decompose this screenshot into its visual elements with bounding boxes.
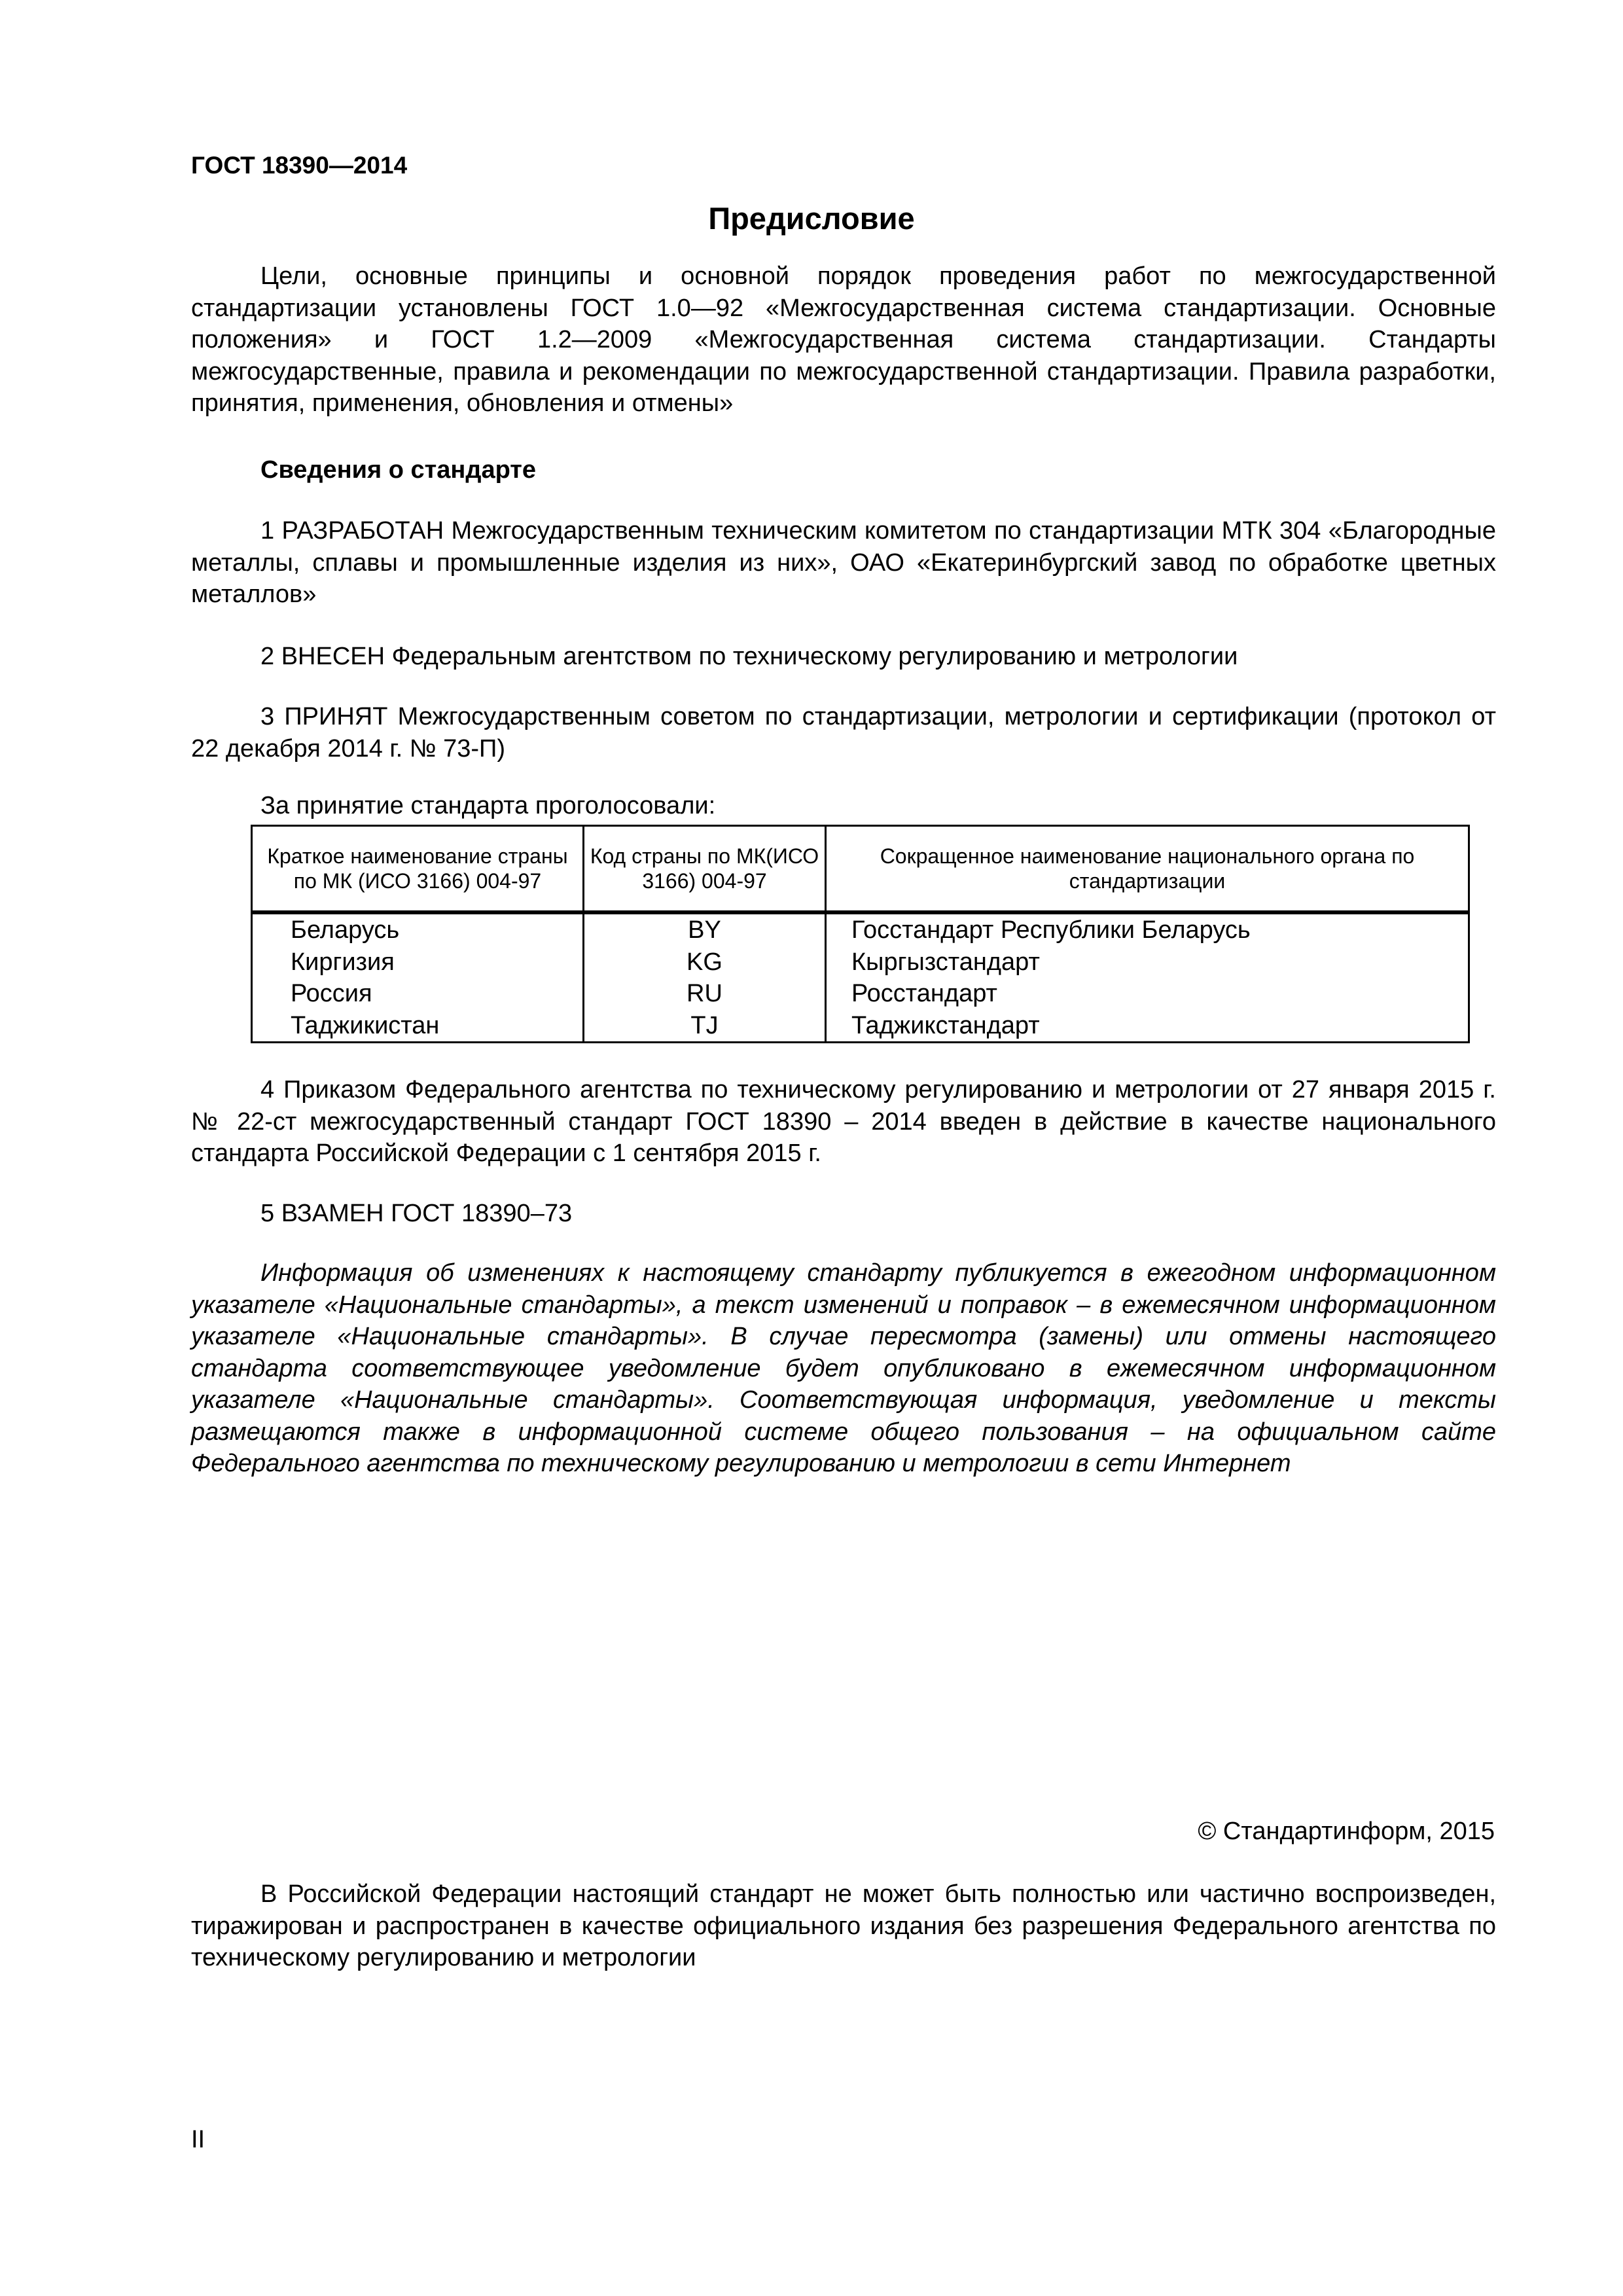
restriction-paragraph: В Российской Федерации настоящий стандарт не может быть полностью или частично воспроизведен, тиражирован и распространен в качестве официального издания без разрешения Федерального агентства по техническому регулированию и метрологии	[191, 1880, 1496, 1971]
item-order: 4 Приказом Федерального агентства по техническому регулированию и метрологии от 27 января 2015 г. № 22-ст межгосударственный стандарт ГОСТ 18390 – 2014 введен в действие в качестве национального стандарта Российской Федерации с 1 сентября 2015 г.	[191, 1076, 1496, 1167]
body-cell: Кыргызстандарт	[826, 946, 1469, 978]
item-developed: 1 РАЗРАБОТАН Межгосударственным техническим комитетом по стандартизации МТК 304 «Благородные металлы, сплавы и промышленные изделия из них», ОАО «Екатеринбургский завод по обработке цветных металлов»	[191, 517, 1496, 608]
item-adopted: 3 ПРИНЯТ Межгосударственным советом по стандартизации, метрологии и сертификации (протокол от 22 декабря 2014 г. № 73-П)	[191, 703, 1496, 762]
header-body: Сокращенное наименование национального органа по стандартизации	[826, 826, 1469, 913]
vote-table	[251, 825, 1470, 1043]
code-cell: BY	[584, 912, 826, 946]
document-header: ГОСТ 18390—2014	[191, 152, 408, 179]
copyright-text: Стандартинформ, 2015	[1222, 1818, 1495, 1845]
table-row	[252, 978, 1469, 1010]
country-cell: Таджикистан	[252, 1010, 584, 1043]
body-cell: Госстандарт Республики Беларусь	[826, 912, 1469, 946]
table-row	[252, 1010, 1469, 1043]
notice-paragraph: Информация об изменениях к настоящему стандарту публикуется в ежегодном информационном указателе «Национальные стандарты», а текст изменений и поправок – в ежемесячном информационном указателе «Национальные стандарты». В случае пересмотра (замены) или отмены настоящего стандарта соответствующее уведомление будет опубликовано в ежемесячном информационном указателе «Национальные стандарты». Соответствующая информация, уведомление и тексты размещаются также в информационной системе общего пользования – на официальном сайте Федерального агентства по техническому регулированию и метрологии в сети Интернет	[191, 1259, 1496, 1477]
page-number: II	[191, 2126, 205, 2153]
header-code: Код страны по МК(ИСО 3166) 004-97	[584, 826, 826, 913]
header-country: Краткое наименование страны по МК (ИСО 3166) 004-97	[252, 826, 584, 913]
vote-table-caption: За принятие стандарта проголосовали:	[260, 792, 716, 819]
page-title: Предисловие	[708, 201, 915, 236]
table-row	[252, 946, 1469, 978]
body-cell: Росстандарт	[826, 978, 1469, 1010]
country-cell: Киргизия	[252, 946, 584, 978]
country-cell: Россия	[252, 978, 584, 1010]
vote-table-header-row	[252, 826, 1469, 913]
code-cell: KG	[584, 946, 826, 978]
item-introduced: 2 ВНЕСЕН Федеральным агентством по техническому регулированию и метрологии	[260, 643, 1238, 670]
table-row	[252, 912, 1469, 946]
body-cell: Таджикстандарт	[826, 1010, 1469, 1043]
copyright-icon: ©	[1198, 1818, 1217, 1845]
code-cell: RU	[584, 978, 826, 1010]
intro-paragraph: Цели, основные принципы и основной порядок проведения работ по межгосударственной стандартизации установлены ГОСТ 1.0—92 «Межгосударственная система стандартизации. Основные положения» и ГОСТ 1.2—2009 «Межгосударственная система стандартизации. Стандарты межгосударственные, правила и рекомендации по межгосударственной стандартизации. Правила разработки, принятия, применения, обновления и отмены»	[191, 262, 1496, 417]
copyright-line	[1198, 1818, 1495, 1846]
item-replaces: 5 ВЗАМЕН ГОСТ 18390–73	[260, 1200, 573, 1227]
country-cell: Беларусь	[252, 912, 584, 946]
code-cell: TJ	[584, 1010, 826, 1043]
info-heading: Сведения о стандарте	[260, 456, 537, 484]
